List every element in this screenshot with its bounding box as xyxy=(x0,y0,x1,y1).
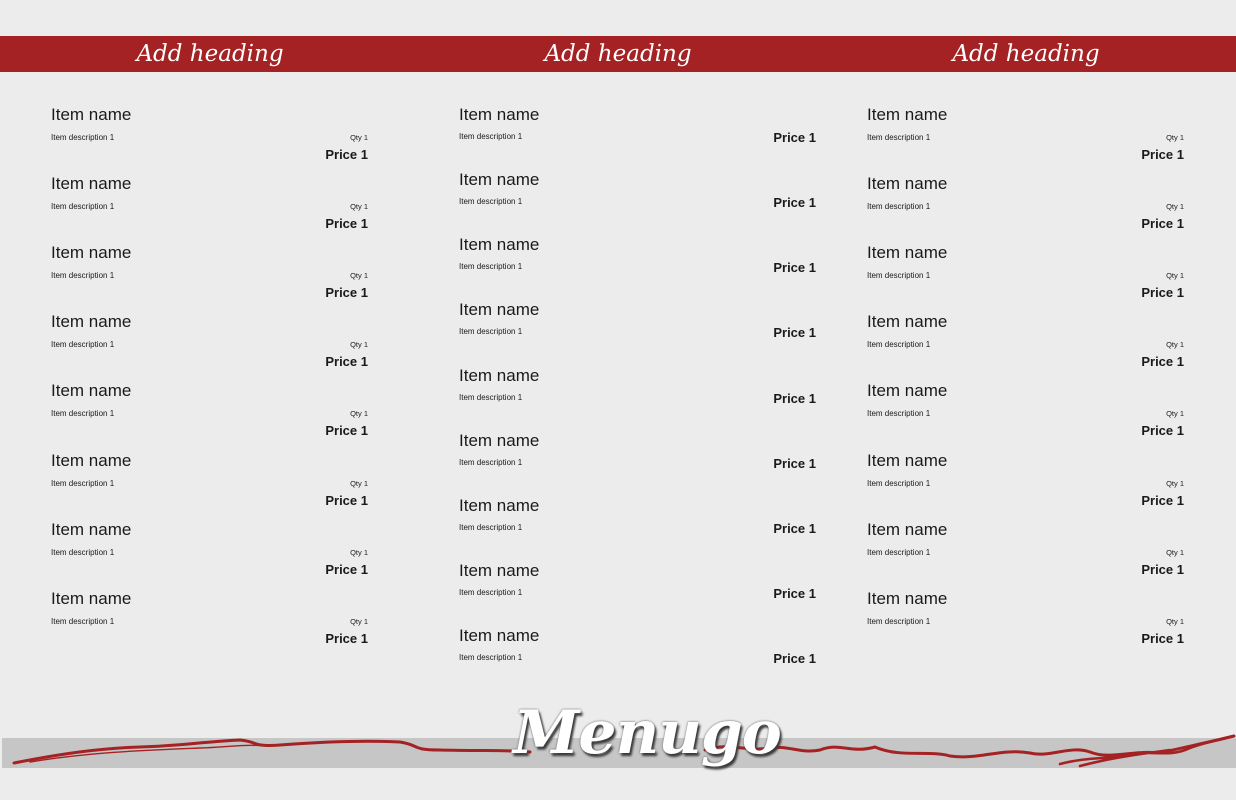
item-description: Item description 1 xyxy=(459,523,523,532)
item-price: Price 1 xyxy=(325,493,368,508)
menu-column-3 xyxy=(816,0,1224,700)
item-name: Item name xyxy=(867,451,948,470)
item-description: Item description 1 xyxy=(51,479,115,488)
item-price: Price 1 xyxy=(325,423,368,438)
item-price: Price 1 xyxy=(773,456,816,471)
item-price: Price 1 xyxy=(1141,216,1184,231)
item-qty: Qty 1 xyxy=(1166,202,1184,211)
menu-column-1 xyxy=(0,0,408,700)
item-price: Price 1 xyxy=(773,195,816,210)
item-description: Item description 1 xyxy=(459,458,523,467)
column-3-heading[interactable]: Add heading xyxy=(952,41,1100,67)
item-name: Item name xyxy=(867,381,948,400)
item-name: Item name xyxy=(51,105,132,124)
column-1-heading[interactable]: Add heading xyxy=(136,41,284,67)
item-description: Item description 1 xyxy=(51,340,115,349)
item-qty: Qty 1 xyxy=(350,617,368,626)
item-description: Item description 1 xyxy=(867,409,931,418)
item-price: Price 1 xyxy=(773,391,816,406)
item-name: Item name xyxy=(51,312,132,331)
item-description: Item description 1 xyxy=(459,393,523,402)
brush-stroke-left xyxy=(14,740,530,763)
item-price: Price 1 xyxy=(325,631,368,646)
item-name: Item name xyxy=(459,431,540,450)
item-name: Item name xyxy=(459,626,540,645)
item-price: Price 1 xyxy=(773,521,816,536)
item-description: Item description 1 xyxy=(459,327,523,336)
item-qty: Qty 1 xyxy=(350,548,368,557)
item-description: Item description 1 xyxy=(459,132,523,141)
item-qty: Qty 1 xyxy=(350,133,368,142)
item-qty: Qty 1 xyxy=(350,271,368,280)
item-name: Item name xyxy=(51,589,132,608)
item-name: Item name xyxy=(459,170,540,189)
logo-text: Menugo xyxy=(513,698,781,768)
item-name: Item name xyxy=(867,174,948,193)
item-price: Price 1 xyxy=(773,586,816,601)
item-price: Price 1 xyxy=(1141,147,1184,162)
item-name: Item name xyxy=(459,235,540,254)
item-name: Item name xyxy=(459,105,540,124)
column-2-heading[interactable]: Add heading xyxy=(544,41,692,67)
item-qty: Qty 1 xyxy=(1166,133,1184,142)
item-name: Item name xyxy=(867,243,948,262)
item-name: Item name xyxy=(867,520,948,539)
item-description: Item description 1 xyxy=(51,617,115,626)
brand-logo xyxy=(513,690,781,780)
item-description: Item description 1 xyxy=(867,548,931,557)
item-description: Item description 1 xyxy=(459,262,523,271)
item-price: Price 1 xyxy=(773,260,816,275)
item-price: Price 1 xyxy=(1141,354,1184,369)
item-name: Item name xyxy=(867,312,948,331)
item-qty: Qty 1 xyxy=(1166,479,1184,488)
item-description: Item description 1 xyxy=(51,202,115,211)
item-price: Price 1 xyxy=(1141,562,1184,577)
item-description: Item description 1 xyxy=(867,271,931,280)
item-name: Item name xyxy=(51,174,132,193)
item-description: Item description 1 xyxy=(459,197,523,206)
item-qty: Qty 1 xyxy=(350,340,368,349)
menu-column-2 xyxy=(408,0,816,700)
item-description: Item description 1 xyxy=(867,479,931,488)
item-description: Item description 1 xyxy=(459,588,523,597)
item-name: Item name xyxy=(51,243,132,262)
item-name: Item name xyxy=(867,105,948,124)
item-description: Item description 1 xyxy=(51,548,115,557)
item-qty: Qty 1 xyxy=(1166,548,1184,557)
item-price: Price 1 xyxy=(773,651,816,666)
item-description: Item description 1 xyxy=(51,271,115,280)
item-price: Price 1 xyxy=(773,130,816,145)
item-qty: Qty 1 xyxy=(1166,340,1184,349)
item-price: Price 1 xyxy=(1141,285,1184,300)
item-name: Item name xyxy=(459,300,540,319)
item-price: Price 1 xyxy=(325,562,368,577)
item-price: Price 1 xyxy=(325,147,368,162)
item-price: Price 1 xyxy=(773,325,816,340)
item-price: Price 1 xyxy=(1141,423,1184,438)
item-name: Item name xyxy=(51,520,132,539)
item-qty: Qty 1 xyxy=(350,202,368,211)
item-name: Item name xyxy=(459,561,540,580)
item-qty: Qty 1 xyxy=(1166,617,1184,626)
item-name: Item name xyxy=(867,589,948,608)
item-qty: Qty 1 xyxy=(1166,409,1184,418)
item-name: Item name xyxy=(459,366,540,385)
item-description: Item description 1 xyxy=(867,133,931,142)
item-price: Price 1 xyxy=(325,285,368,300)
item-name: Item name xyxy=(51,451,132,470)
item-description: Item description 1 xyxy=(51,409,115,418)
item-description: Item description 1 xyxy=(867,340,931,349)
item-name: Item name xyxy=(51,381,132,400)
item-price: Price 1 xyxy=(1141,493,1184,508)
item-qty: Qty 1 xyxy=(350,479,368,488)
item-description: Item description 1 xyxy=(867,202,931,211)
item-name: Item name xyxy=(459,496,540,515)
item-price: Price 1 xyxy=(325,216,368,231)
item-qty: Qty 1 xyxy=(350,409,368,418)
item-description: Item description 1 xyxy=(867,617,931,626)
item-price: Price 1 xyxy=(325,354,368,369)
item-description: Item description 1 xyxy=(51,133,115,142)
item-description: Item description 1 xyxy=(459,653,523,662)
item-price: Price 1 xyxy=(1141,631,1184,646)
item-qty: Qty 1 xyxy=(1166,271,1184,280)
